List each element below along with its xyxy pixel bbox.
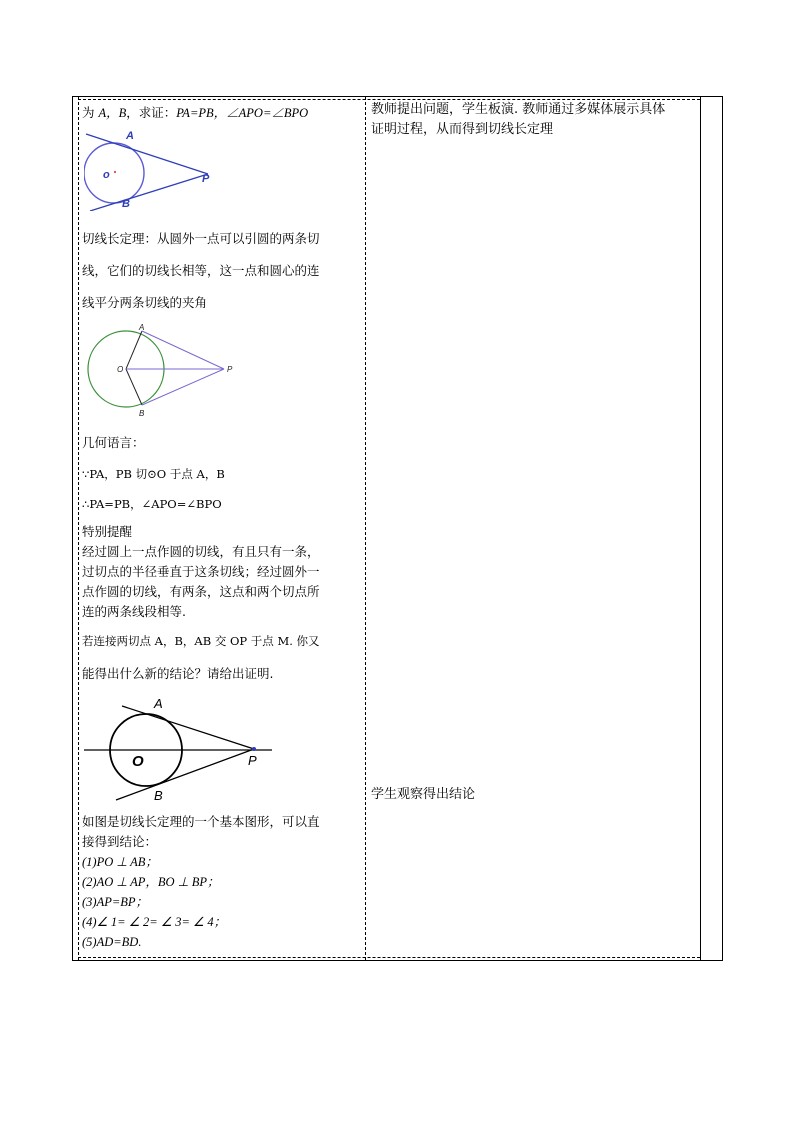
tangent-figure-2 xyxy=(86,323,236,419)
row-dashed-bottom xyxy=(78,957,700,958)
column-divider-right xyxy=(700,96,701,961)
fig1-label-b: B xyxy=(122,198,130,210)
fig2-tangent-a xyxy=(142,331,224,369)
fig1-tangent-a xyxy=(86,134,208,174)
fig2-radius-b xyxy=(126,369,142,405)
fig3-point-p xyxy=(252,747,256,751)
question-line-2: 能得出什么新的结论？请给出证明. xyxy=(82,666,274,681)
table-bottom-border xyxy=(72,960,723,961)
fig2-label-a: A xyxy=(139,323,145,332)
right-cell xyxy=(371,100,699,140)
column-divider-dashed-middle xyxy=(365,97,366,960)
tangent-figure-1 xyxy=(84,129,224,211)
table-right-border xyxy=(722,96,723,961)
fig2-label-b: B xyxy=(139,409,145,418)
geo-language-title: 几何语言： xyxy=(82,435,145,450)
conclusion-3: (3)AP=BP； xyxy=(82,895,149,909)
teacher-activity-1: 教师提出问题，学生板演. 教师通过多媒体展示具体 xyxy=(371,102,666,117)
fig3-label-a: A xyxy=(154,696,163,711)
conclusion-4: (4)∠ 1= ∠ 2= ∠ 3= ∠ 4； xyxy=(82,915,227,929)
remind-title: 特别提醒 xyxy=(82,524,133,539)
column-divider-dashed-left xyxy=(78,97,79,960)
table-top-border xyxy=(72,96,723,97)
fig3-label-o: O xyxy=(132,753,144,770)
fig3-label-b: B xyxy=(154,788,163,803)
teacher-activity-2: 证明过程，从而得到切线长定理 xyxy=(371,122,554,137)
fig3-label-p: P xyxy=(248,753,257,768)
fig2-label-o: O xyxy=(117,365,124,374)
proof-statement: 为 A，B，求证：PA=PB，∠APO=∠BPO xyxy=(82,105,309,120)
therefore-line: ∴PA=PB，∠APO=∠BPO xyxy=(82,497,222,511)
tangent-figure-3 xyxy=(82,696,282,808)
fig2-tangent-b xyxy=(142,369,224,405)
table-left-border xyxy=(72,96,73,961)
fig1-label-p: P xyxy=(202,173,210,185)
fig2-radius-a xyxy=(126,331,142,369)
fig1-label-o: o xyxy=(103,169,110,181)
conclusion-2: (2)AO ⊥ AP，BO ⊥ BP； xyxy=(82,875,220,889)
because-line: ∵PA，PB 切⊙O 于点 A，B xyxy=(82,467,225,481)
fig2-label-p: P xyxy=(227,365,233,374)
theorem-text: 切线长定理：从圆外一点可以引圆的两条切 线，它们的切线长相等，这一点和圆心的连 线平分两条切线的夹角 xyxy=(82,231,320,310)
conclusion-1: (1)PO ⊥ AB； xyxy=(82,855,158,869)
fig1-label-a: A xyxy=(126,130,134,142)
conclusion-5: (5)AD=BD. xyxy=(82,935,142,949)
fig1-center-dot xyxy=(114,171,116,173)
left-cell: 为 A，B，求证：PA=PB，∠APO=∠BPO A B o P 切线长定理：从圆外一点可以引圆的两条切 线，它们的切线长相等，这一点和圆心的连 线平分两条切线的夹角 A B O P 几何语言： ∵PA，PB 切⊙O 于点 A，B ∴PA=PB，∠APO=∠BPO 特别提醒 经过圆上一点作圆的切线，有且只有一条， 过切点的半径垂直于这条切线；经过圆外一 点作圆的切线，有两条，这点和两个切点所 连的两条线段相等. 若连接两切点 A，B，AB 交 OP 于点 M. 你又 能得出什么新的结论？请给出证明. A B O P 如图是切线长定理的一个基本图形，可以直 接得到结论： (1)PO ⊥ AB； (2)AO ⊥ AP，BO ⊥ BP； (3)AP=BP； (4)∠ 1= ∠ 2= ∠ 3= ∠ 4； (5)AD=BD. xyxy=(82,100,362,952)
fig1-circle xyxy=(84,143,144,203)
student-activity: 学生观察得出结论 xyxy=(371,787,476,802)
question-line-1: 若连接两切点 A，B，AB 交 OP 于点 M. 你又 xyxy=(82,634,320,648)
fig3-tangent-a xyxy=(122,706,254,749)
